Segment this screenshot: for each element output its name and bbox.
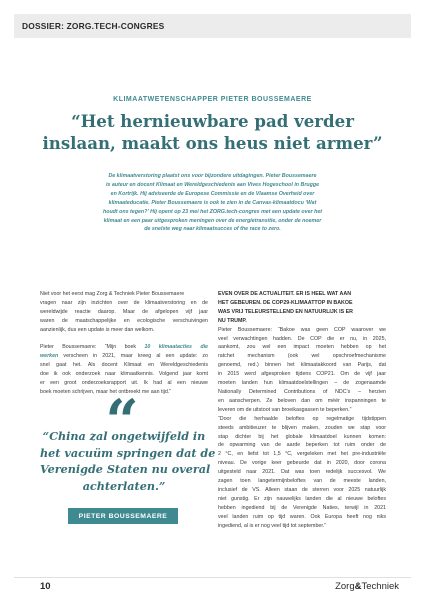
lead-question-line: WAS VRIJ TELEURSTELLEND EN NATUURLIJK IS ER — [218, 308, 353, 315]
lead-question-line: HET GEBEUREN. DE COP29-KLIMAATTOP IN BAKOE — [218, 299, 353, 306]
pull-quote-line: het vacuüm springen dat de — [40, 445, 216, 460]
body-line: niet gunstig. Er zijn nauwelijks landen die al nieuwe beloftes — [218, 495, 386, 502]
book-title: 10 klimaatacties die — [144, 344, 208, 351]
body-line: aanzienlijk, dus een update is meer dan welkom. — [40, 326, 155, 333]
body-line: ratchet mechanism (ook wel opschroefmechanisme — [218, 353, 386, 360]
section-label: DOSSIER: ZORG.TECH-CONGRES — [22, 21, 165, 31]
intro-line: klimaat en een paar uitgesproken meningen over de energietransitie, onder de noemer — [103, 217, 322, 224]
pull-quote — [40, 428, 216, 494]
article-intro — [56, 172, 369, 234]
body-line: waren de maatschappelijke en ecologische verschuivingen — [40, 317, 208, 324]
body-line: Nationally Determined Contributions of NDC’s – herzien — [218, 388, 386, 395]
intro-line: houdt ons tegen?’ Hij opent op 23 mei het ZORG.tech-congres met een update over het — [102, 208, 323, 215]
intro-line: de snelste weg naar klimaatsucces of the race to zero. — [144, 226, 281, 233]
body-line: leveren om de uitstoot van broeikasgassen te beperken.” — [218, 406, 352, 413]
body-line: “Door die herhaalde beloftes op regelmatige tijdstippen — [218, 415, 386, 422]
headline-line: inslaan, maakt ons heus niet armer” — [42, 133, 383, 153]
body-line: de opwarming van de aarde beperken tot ruim onder de — [218, 442, 386, 449]
body-line: vragen naar zijn inzichten over de klimaatverstoring en de — [40, 299, 208, 306]
body-line: zagen toen langetermijnbeloftes van de meeste landen, — [218, 478, 386, 485]
page-number: 10 — [40, 581, 51, 592]
interview-subject-kicker: KLIMAATWETENSCHAPPER PIETER BOUSSEMAERE — [113, 96, 312, 103]
book-title: werken — [40, 353, 59, 360]
pull-quote-line: achterlaten.” — [82, 478, 166, 493]
body-line: 2 °C, en liefst tot 1,5 °C, vergeleken met het pre-industriële — [218, 451, 386, 458]
body-line: wereldwijde reactie daarop. Maar de afgelopen vijf jaar — [40, 308, 208, 315]
footer-divider — [14, 577, 411, 578]
body-line: steeds ambitieuzer te blijven maken, zouden we stap voor — [218, 424, 386, 431]
body-line: uitgesteld naar 2021. Dat was toen redelijk succesvol. We — [218, 469, 386, 476]
intro-line: is auteur en docent Klimaat en Wereldgeschiedenis aan Vives Hogeschool in Brugge — [105, 181, 320, 188]
section-header-bar — [14, 14, 411, 38]
intro-line: De klimaatverstoring plaatst ons voor bijzondere uitdagingen. Pieter Boussemaere — [108, 173, 317, 179]
lead-question-line: EVEN OVER DE ACTUALITEIT. ER IS HEEL WAT AAN — [218, 291, 352, 297]
intro-line: en Kortrijk. Hij adviseerde de Europese Commissie en de Vlaamse Overheid over — [110, 190, 315, 197]
quote-attribution-badge: PIETER BOUSSEMAERE — [68, 508, 178, 524]
body-line: niveau. De vorige keer gebeurde dat in 2020, door corona — [218, 460, 386, 467]
headline-line: “Het hernieuwbare pad verder — [71, 111, 354, 131]
intro-line: klimaateducatie. Pieter Boussemaere is ook te zien in de Canvas-klimaatdocu ‘Wat — [108, 199, 317, 206]
body-line: snel gaat het. Als docent Klimaat en Wereldgeschiedenis — [40, 362, 208, 369]
lead-question-line: NU TRUMP. — [218, 317, 247, 324]
body-line: en aanscherpen. Ze beloven dan om méér inspanningen te — [218, 397, 386, 404]
right-column — [218, 290, 386, 530]
body-line: aankomt, zou wel een impact moeten hebben op het — [218, 344, 386, 351]
body-line: in 2015 werd afgesproken tijdens COP21. Om de vijf jaar — [218, 371, 386, 378]
pull-quote-line: “China zal ongetwijfeld in — [42, 429, 206, 443]
body-line: Pieter Boussemaere: “Mijn boek 10 klimaatacties die — [40, 344, 208, 351]
body-line: veel verwachtingen hadden. De COP die er nu, in 2025, — [218, 335, 386, 342]
article-headline — [40, 110, 385, 154]
quote-mark-icon: “ — [105, 387, 139, 455]
body-line: inclusief de VS. Alleen staan de sterren voor 2025 natuurlijk — [218, 486, 386, 493]
body-line: hebben ingediend bij de Verenigde Naties, terwijl in 2021 — [218, 504, 386, 511]
body-line: veel landen ruim op tijd waren. Ook Europa heeft nog niks — [218, 513, 386, 520]
body-line: moeten landen hun klimaatdoelstellingen – de zogenaamde — [218, 380, 386, 387]
body-line: genoemd, red.) binnen het klimaatakkoord van Parijs, dat — [218, 362, 386, 369]
body-line: er een groot onderzoeksrapport uit. Ik had al een nieuwe — [40, 380, 208, 387]
body-line: boek moeten schrijven, maar het ontbreekt me aan tijd.” — [40, 388, 172, 395]
body-line: Pieter Boussemaere: “Bakoe was geen COP waarover we — [218, 326, 386, 333]
body-line: stap dichter bij het globale klimaatdoel kunnen komen: — [218, 433, 386, 440]
body-line: Niet voor het eerst mag Zorg & Techniek Pieter Boussemaere — [40, 291, 185, 297]
body-line: doe ik ook onderzoek naar klimaatkennis. Volgend jaar komt — [40, 371, 208, 378]
body-line: ingediend, al is er nog veel tijd tot september.” — [218, 522, 327, 529]
magazine-brand-logo: Zorg&Techniek — [335, 581, 399, 592]
left-column — [40, 290, 208, 397]
pull-quote-line: Verenigde Staten nu overal — [40, 462, 211, 476]
body-line: werken verscheen in 2021, maar kreeg al een update: zo — [40, 353, 208, 360]
